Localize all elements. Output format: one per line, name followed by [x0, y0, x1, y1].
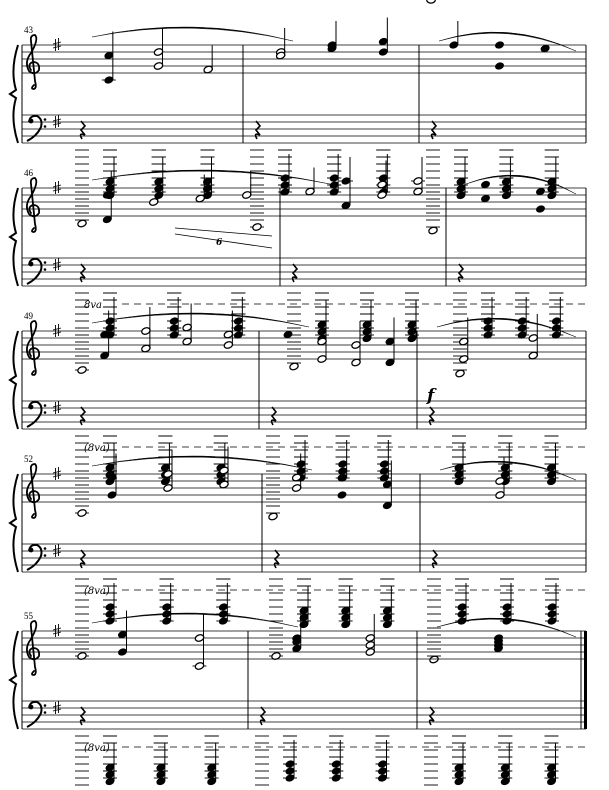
treble-clef	[27, 178, 39, 232]
whole-note	[427, 0, 436, 3]
tuplet-bracket	[175, 234, 272, 248]
treble-clef	[27, 621, 39, 675]
brace	[10, 331, 18, 429]
bass-clef-dot	[44, 554, 47, 557]
treble-clef	[27, 321, 39, 375]
note-head	[337, 473, 347, 482]
slur	[92, 456, 312, 470]
final-thick-barline	[584, 631, 587, 729]
sharp-sign	[53, 115, 61, 128]
sharp-sign	[53, 258, 61, 271]
bass-clef-dot	[44, 404, 47, 407]
whole-note	[77, 509, 87, 518]
dynamic-forte: f	[427, 386, 435, 406]
brace	[10, 631, 18, 729]
bass-clef-dot	[29, 119, 34, 124]
sharp-sign	[53, 467, 61, 480]
bass-clef-dot	[44, 268, 47, 271]
sharp-sign	[53, 38, 61, 51]
sharp-sign	[53, 544, 61, 557]
slur	[92, 313, 309, 327]
slur	[92, 27, 293, 41]
note-head	[337, 491, 347, 500]
whole-note	[77, 366, 87, 375]
measure-number: 43	[24, 25, 33, 35]
brace	[10, 474, 18, 572]
bass-clef-dot	[44, 547, 47, 550]
system-5	[10, 611, 587, 790]
note-head	[494, 62, 504, 71]
note-head	[494, 41, 504, 50]
bass-clef-dot	[29, 262, 34, 267]
tuplet-number: 6	[216, 238, 223, 248]
brace	[10, 188, 18, 286]
bass-clef-dot	[44, 118, 47, 121]
treble-clef	[27, 35, 39, 89]
note-head	[535, 205, 545, 214]
slur	[92, 613, 298, 627]
note-head	[283, 330, 293, 339]
bass-clef-dot	[29, 705, 34, 710]
sharp-sign	[53, 401, 61, 414]
sharp-sign	[53, 701, 61, 714]
sharp-sign	[53, 324, 61, 337]
bass-clef-dot	[44, 261, 47, 264]
sharp-sign	[53, 181, 61, 194]
bass-clef-dot	[29, 405, 34, 410]
treble-clef	[27, 464, 39, 518]
measure-number: 49	[24, 311, 33, 321]
system-3	[10, 0, 586, 521]
ottava-mark: 8va	[84, 300, 102, 311]
ottava-mark: (8va)	[84, 443, 110, 454]
brace	[10, 45, 18, 143]
bass-clef-dot	[44, 125, 47, 128]
note-head	[480, 194, 490, 203]
measure-number: 52	[24, 454, 33, 464]
bass-clef-dot	[44, 711, 47, 714]
bass-clef-dot	[29, 548, 34, 553]
slur	[439, 32, 576, 51]
measure-number: 46	[24, 168, 33, 178]
measure-number: 55	[24, 611, 33, 621]
note-head	[535, 187, 545, 196]
note-head	[540, 44, 550, 53]
ottava-mark: (8va)	[84, 586, 110, 597]
whole-note	[252, 223, 262, 232]
bass-clef-dot	[44, 411, 47, 414]
sharp-sign	[53, 624, 61, 637]
note-head	[480, 180, 490, 189]
bass-clef-dot	[44, 704, 47, 707]
ottava-mark: (8va)	[84, 743, 110, 754]
